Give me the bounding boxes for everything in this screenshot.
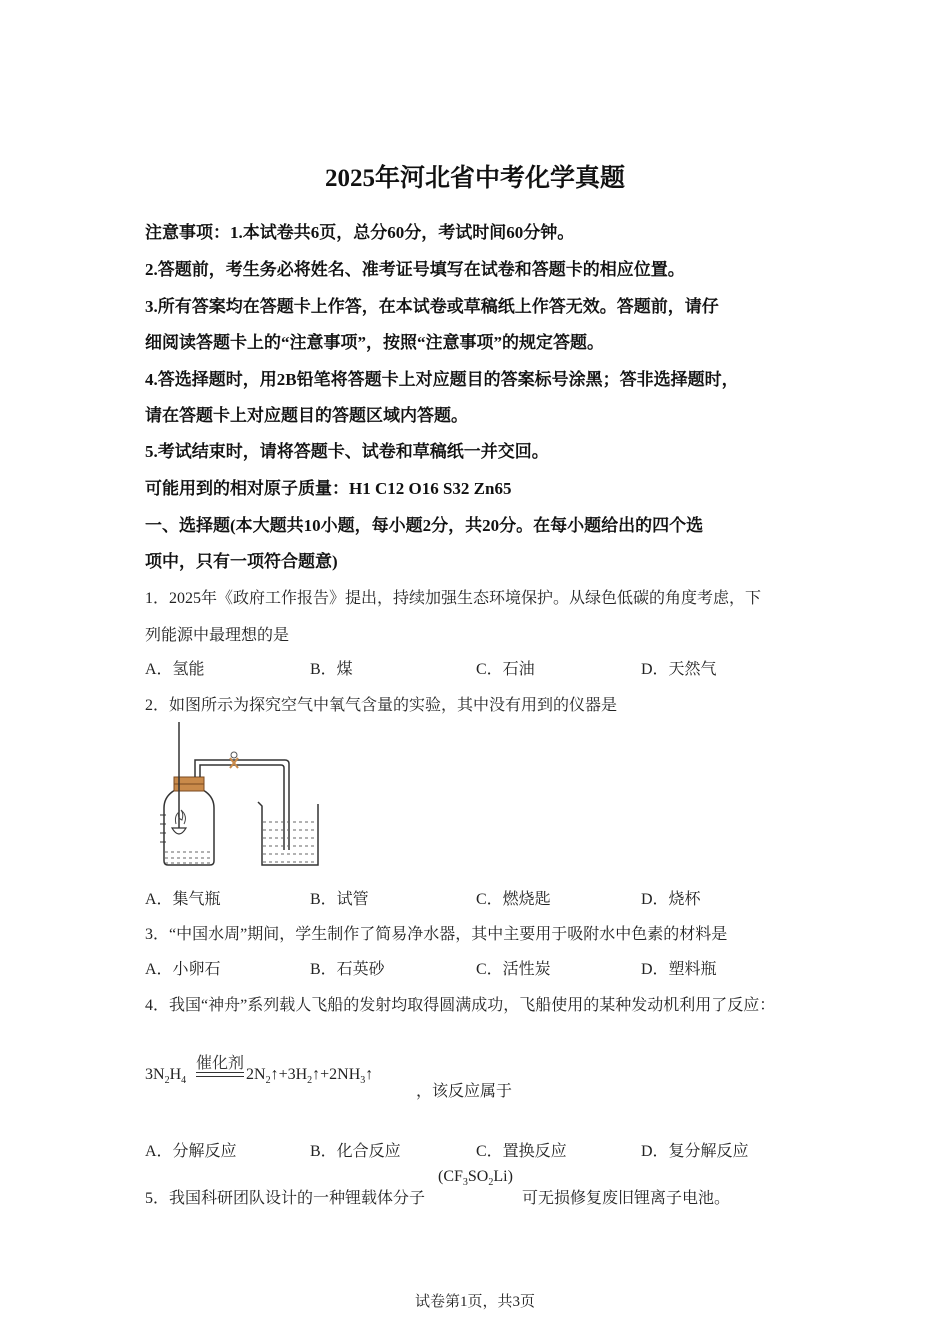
section-heading-line-1: 一、选择题(本大题共10小题，每小题2分，共20分。在每小题给出的四个选	[145, 516, 704, 535]
q4-option-b: B．化合反应	[310, 1143, 401, 1160]
note-line-7: 5.考试结束时，请将答题卡、试卷和草稿纸一并交回。	[145, 442, 549, 461]
note-line-2: 2.答题前，考生务必将姓名、准考证号填写在试卷和答题卡的相应位置。	[145, 260, 685, 279]
q1-option-a: A．氢能	[145, 661, 205, 678]
q3-option-c: C．活性炭	[476, 961, 551, 978]
oxygen-experiment-diagram	[150, 720, 330, 870]
section-heading-line-2: 项中，只有一项符合题意)	[145, 552, 338, 571]
note-line-1: 注意事项：1.本试卷共6页，总分60分，考试时间60分钟。	[145, 223, 575, 242]
page-footer: 试卷第1页，共3页	[414, 1294, 535, 1310]
q5-stem-after: 可无损修复废旧锂离子电池。	[522, 1190, 731, 1207]
note-line-5: 4.答选择题时，用2B铅笔将答题卡上对应题目的答案标号涂黑；答非选择题时，	[145, 370, 739, 389]
q1-option-d: D．天然气	[641, 661, 717, 678]
atomic-masses: 可能用到的相对原子质量：H1 C12 O16 S32 Zn65	[145, 479, 512, 498]
q4-condition-catalyst: 催化剂	[196, 1055, 245, 1072]
q4-arrow-line-top	[196, 1072, 244, 1073]
q4-option-c: C．置换反应	[476, 1143, 567, 1160]
q5-stem-before: 5．我国科研团队设计的一种锂载体分子	[145, 1190, 426, 1207]
q4-products: $2N_2↑+3H_2↑+2NH_3↑$	[246, 1066, 374, 1087]
q3-stem: 3．“中国水周”期间，学生制作了简易净水器，其中主要用于吸附水中色素的材料是	[145, 926, 728, 943]
q3-option-d: D．塑料瓶	[641, 961, 717, 978]
q3-option-a: A．小卵石	[145, 961, 221, 978]
note-line-4: 细阅读答题卡上的“注意事项”，按照“注意事项”的规定答题。	[145, 333, 604, 352]
q1-option-b: B．煤	[310, 661, 353, 678]
q2-option-a: A．集气瓶	[145, 891, 221, 908]
q1-stem-line-2: 列能源中最理想的是	[145, 627, 290, 644]
q1-stem-line-1: 1．2025年《政府工作报告》提出，持续加强生态环境保护。从绿色低碳的角度考虑，下	[145, 590, 762, 607]
q2-option-b: B．试管	[310, 891, 369, 908]
q3-option-b: B．石英砂	[310, 961, 385, 978]
q4-arrow-line-bottom	[196, 1076, 244, 1077]
page-title: 2025年河北省中考化学真题	[324, 165, 625, 192]
q4-stem: 4．我国“神舟”系列载人飞船的发射均取得圆满成功，飞船使用的某种发动机利用了反应：	[145, 997, 776, 1014]
q4-reactant: $3N_2H_4$	[145, 1066, 187, 1087]
q5-molecule-formula: $(CF_3SO_2Li)$	[438, 1168, 513, 1189]
q4-stem-tail: ，该反应属于	[416, 1083, 513, 1100]
q4-option-d: D．复分解反应	[641, 1143, 749, 1160]
note-line-6: 请在答题卡上对应题目的答题区域内答题。	[145, 406, 468, 425]
q2-stem: 2．如图所示为探究空气中氧气含量的实验，其中没有用到的仪器是	[145, 697, 618, 714]
q2-option-c: C．燃烧匙	[476, 891, 551, 908]
q2-option-d: D．烧杯	[641, 891, 701, 908]
q1-option-c: C．石油	[476, 661, 535, 678]
q4-option-a: A．分解反应	[145, 1143, 237, 1160]
note-line-3: 3.所有答案均在答题卡上作答，在本试卷或草稿纸上作答无效。答题前，请仔	[145, 297, 719, 316]
